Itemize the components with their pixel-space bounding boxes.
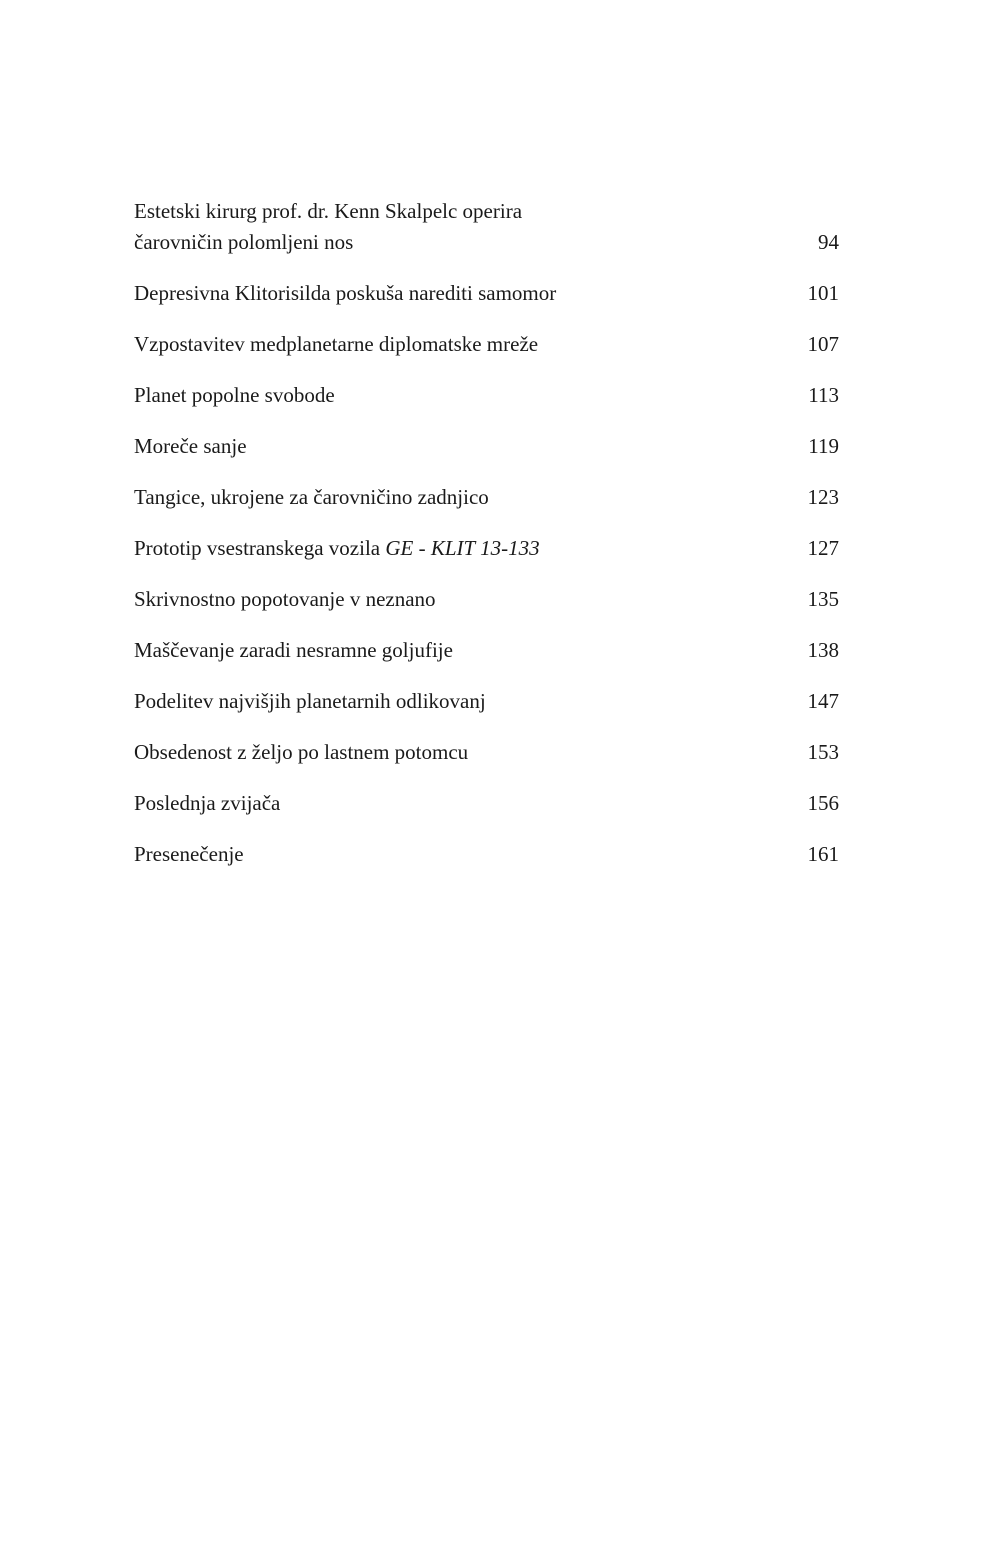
toc-entry-page-number: 113	[808, 383, 839, 407]
toc-entry-page-number: 101	[807, 281, 839, 305]
toc-entry	[134, 196, 839, 258]
toc-entry-title-continued: čarovničin polomljeni nos	[134, 230, 354, 254]
toc-entry-title: Poslednja zvijača	[134, 791, 281, 815]
toc-entry-page-number: 135	[807, 587, 839, 611]
toc-entry	[134, 584, 839, 615]
toc-entry-title: Moreče sanje	[134, 434, 247, 458]
toc-entry-title: Prototip vsestranskega vozila	[134, 536, 386, 560]
toc-entry-title: Presenečenje	[134, 842, 244, 866]
toc-entry	[134, 737, 839, 768]
toc-entry-title: Estetski kirurg prof. dr. Kenn Skalpelc operira	[134, 199, 523, 223]
toc-entry	[134, 839, 839, 870]
toc-entry-page-number: 161	[807, 842, 839, 866]
toc-entry	[134, 686, 839, 717]
toc-entry-title: Planet popolne svobode	[134, 383, 335, 407]
toc-entry-page-number: 156	[807, 791, 839, 815]
toc-entry-title: Tangice, ukrojene za čarovničino zadnjico	[134, 485, 489, 509]
toc-entry-page-number: 147	[807, 689, 839, 713]
toc-entry-page-number: 153	[807, 740, 839, 764]
toc-entry-title: Podelitev najvišjih planetarnih odlikovanj	[134, 689, 486, 713]
toc-entry-page-number: 119	[808, 434, 839, 458]
toc-entry-page-number: 123	[807, 485, 839, 509]
toc-entry-page-number: 138	[807, 638, 839, 662]
toc-entry-title: Vzpostavitev medplanetarne diplomatske mreže	[134, 332, 539, 356]
toc-entry-title: Skrivnostno popotovanje v neznano	[134, 587, 436, 611]
toc-entry	[134, 278, 839, 309]
toc-entry-page-number: 127	[807, 536, 839, 560]
toc-entry-page-number: 94	[818, 230, 839, 254]
toc-entry	[134, 482, 839, 513]
toc-entry	[134, 533, 839, 564]
toc-entry	[134, 329, 839, 360]
toc-entry-title: Depresivna Klitorisilda poskuša narediti samomor	[134, 281, 557, 305]
toc-entry-title: Maščevanje zaradi nesramne goljufije	[134, 638, 453, 662]
table-of-contents	[134, 196, 839, 890]
toc-entry-title-italic: GE - KLIT 13-133	[385, 536, 540, 560]
toc-entry-page-number: 107	[807, 332, 839, 356]
toc-entry-title-wrapper	[134, 533, 839, 564]
toc-entry-title: Obsedenost z željo po lastnem potomcu	[134, 740, 469, 764]
toc-entry	[134, 380, 839, 411]
toc-entry	[134, 431, 839, 462]
toc-entry	[134, 635, 839, 666]
toc-entry	[134, 788, 839, 819]
